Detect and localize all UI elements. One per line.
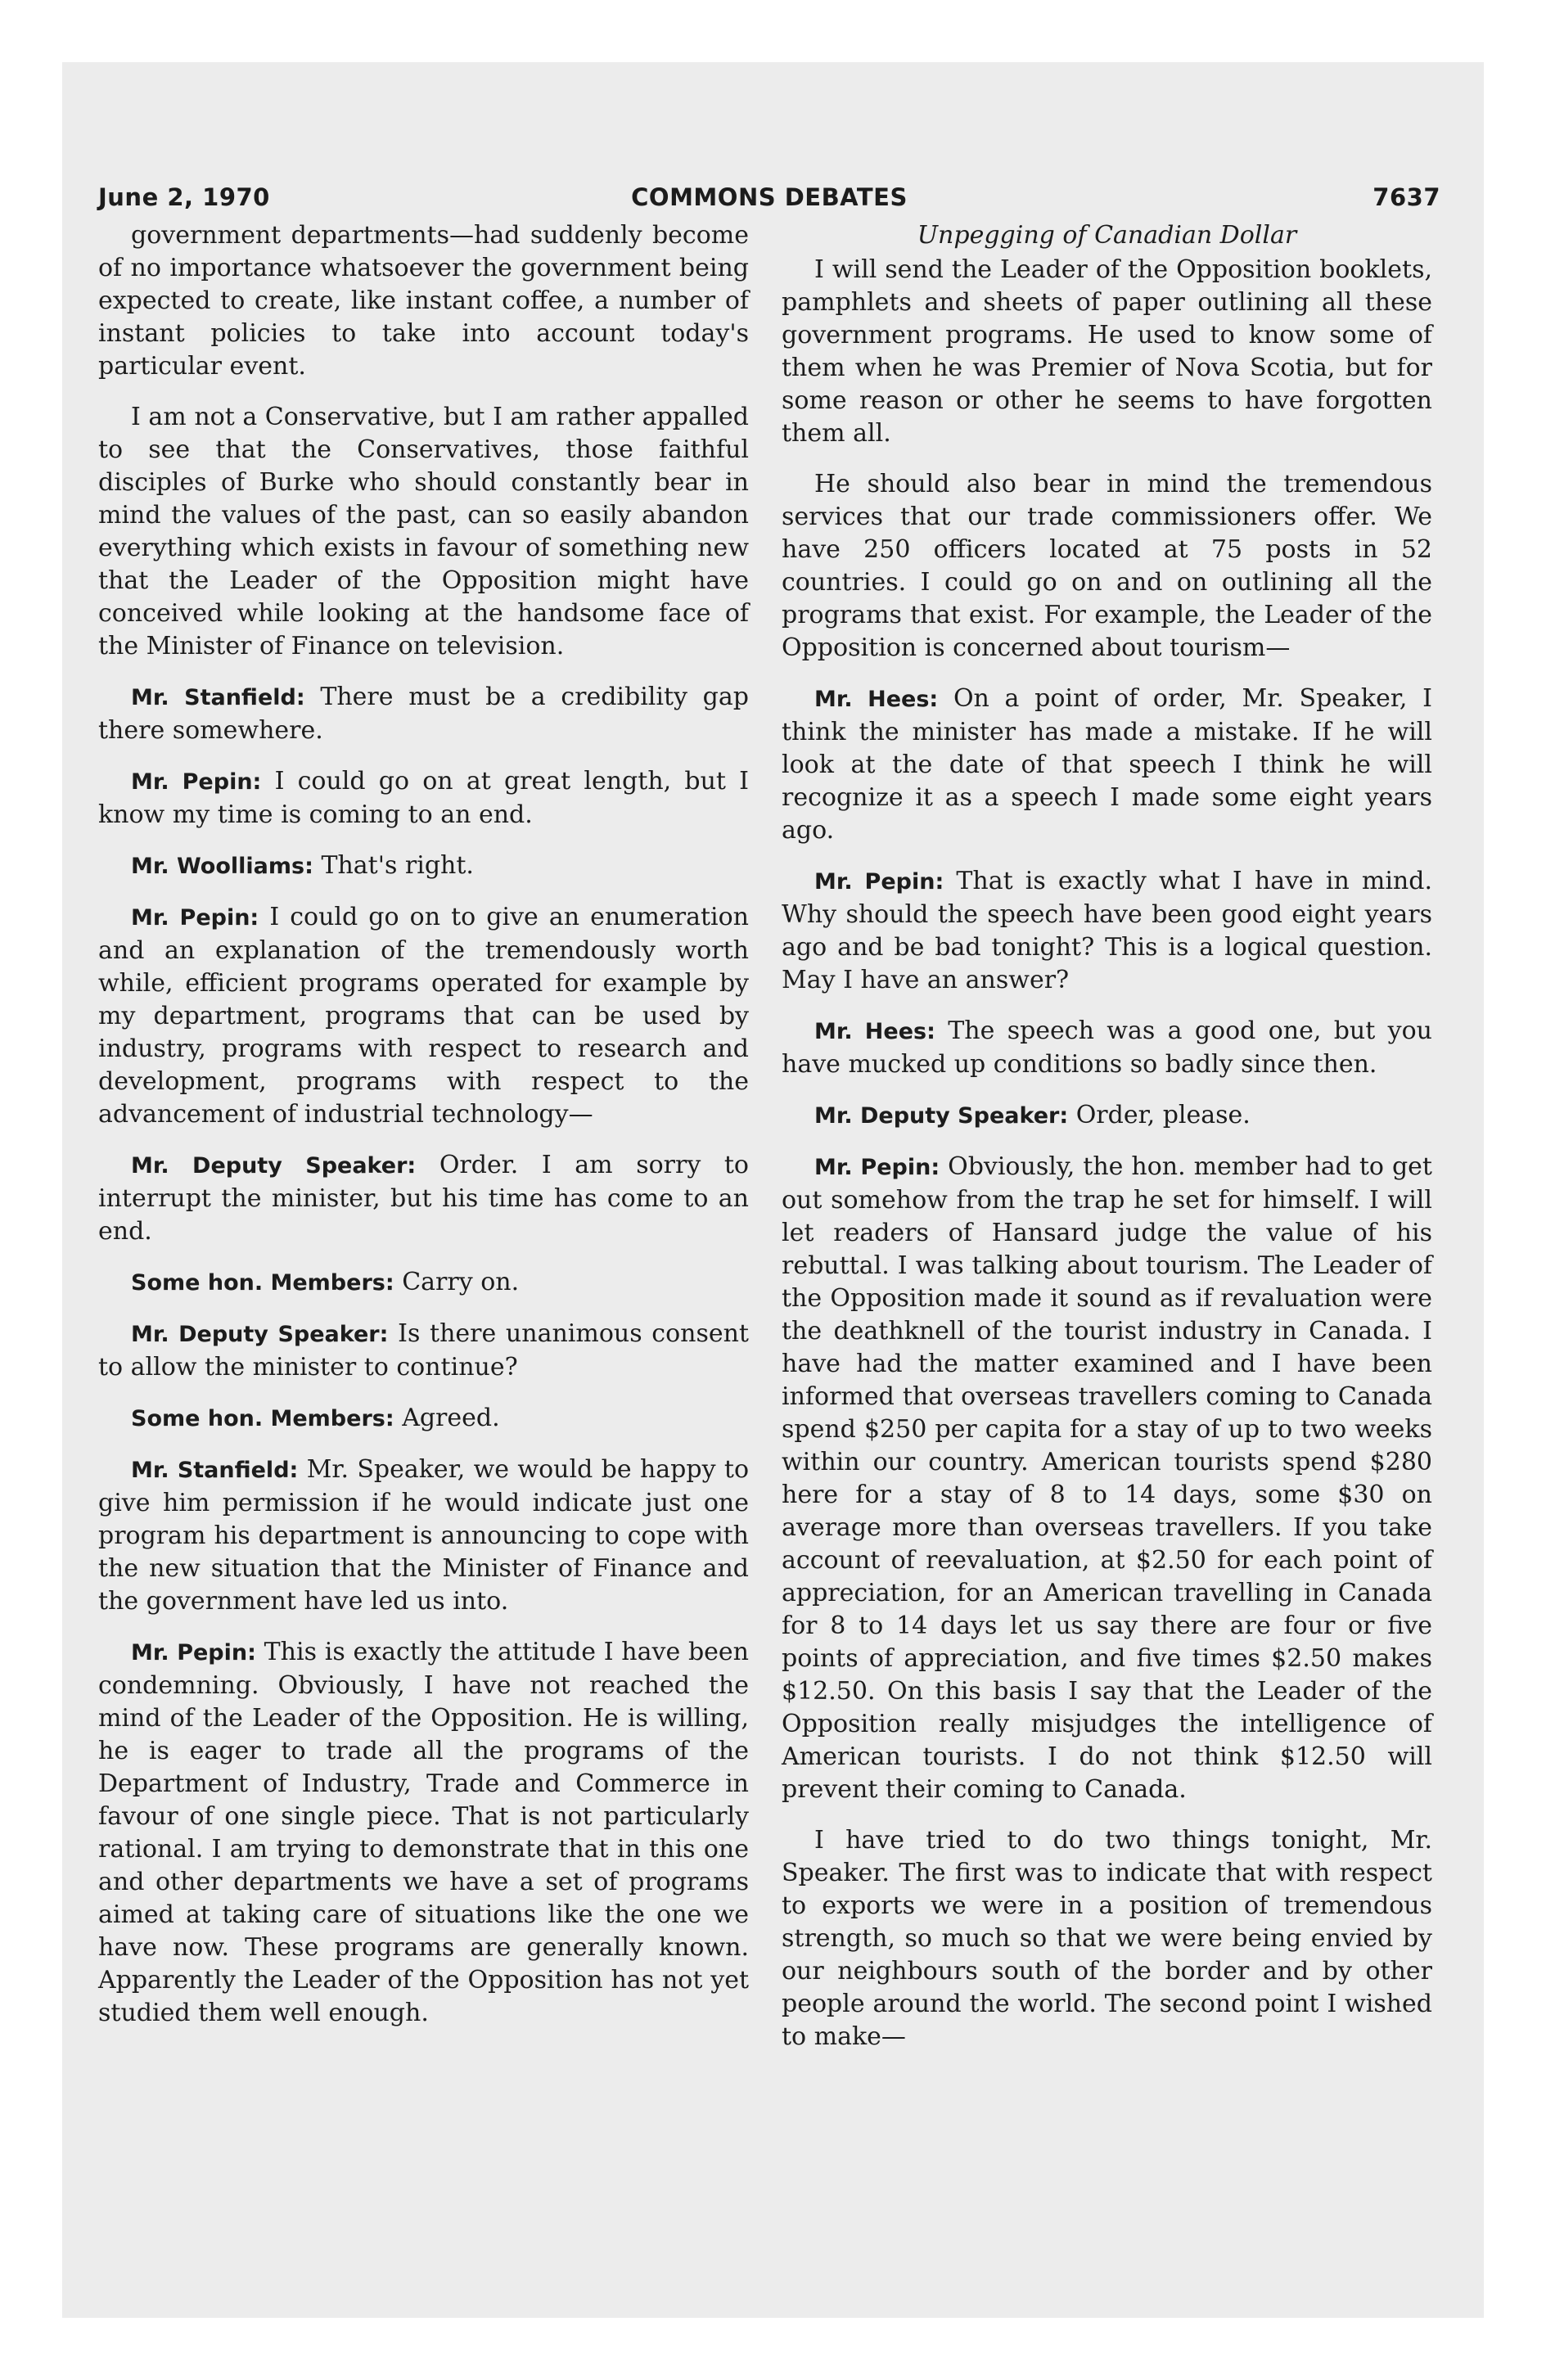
paragraph (782, 1099, 1432, 1133)
paragraph (98, 1402, 749, 1436)
paragraph (782, 468, 1432, 665)
paragraph-text: On a point of order, Mr. Speaker, I think the minister has made a mistake. If he will look at the date of that speech I think he will recognize it as a speech I made some eight years ago. (782, 684, 1432, 845)
paragraph (98, 401, 749, 663)
paragraph-text: Agreed. (402, 1404, 500, 1432)
speaker-name: Mr. Pepin: (131, 1640, 256, 1666)
header-title: COMMONS DEBATES (631, 183, 908, 211)
speaker-name: Mr. Deputy Speaker: (814, 1103, 1069, 1129)
speaker-name: Mr. Deputy Speaker: (131, 1322, 389, 1347)
paragraph (98, 1318, 749, 1384)
paragraph (782, 1824, 1432, 2053)
paragraph-text: government departments—had suddenly become of no importance whatsoever the government being expected to create, like instant coffee, a number of instant policies to take into account today's particular event. (98, 221, 749, 381)
speaker-name: Mr. Stanfield: (131, 1458, 299, 1483)
paragraph-text: I have tried to do two things tonight, Mr. Speaker. The first was to indicate that with respect to exports we were in a position of tremendous strength, so much so that we were being envied by our neighbours south of the border and by other people around the world. The second point I wished to make— (782, 1826, 1432, 2051)
paragraph (98, 901, 749, 1131)
paragraph-text: There must be a credibility gap there somewhere. (98, 683, 749, 745)
paragraph (782, 865, 1432, 997)
page (98, 183, 1440, 2051)
paragraph (98, 219, 749, 383)
right-column (782, 219, 1432, 2071)
paragraph (98, 765, 749, 832)
paragraph (98, 1266, 749, 1300)
header-date: June 2, 1970 (98, 183, 270, 211)
speaker-name: Mr. Woolliams: (131, 854, 313, 879)
paragraph-text: I could go on at great length, but I know my time is coming to an end. (98, 767, 749, 829)
paragraph-text: This is exactly the attitude I have been condemning. Obviously, I have not reached the mind of the Leader of the Opposition. He is willing, he is eager to trade all the programs of the Department of Industry, Trade and Commerce in favour of one single piece. That is not particularly rational. I am trying to demonstrate that in this one and other departments we have a set of programs aimed at taking care of situations like the one we have now. These programs are generally known. Apparently the Leader of the Opposition has not yet studied them well enough. (98, 1638, 749, 2027)
paragraph-text: The speech was a good one, but you have mucked up conditions so badly since then. (782, 1016, 1432, 1079)
speaker-name: Mr. Hees: (814, 687, 939, 712)
speaker-name: Mr. Pepin: (814, 1155, 940, 1180)
speaker-name: Mr. Stanfield: (131, 685, 305, 710)
paragraph-text: That is exactly what I have in mind. Why should the speech have been good eight years ago and be bad tonight? This is a logical question. May I have an answer? (782, 867, 1432, 994)
speaker-name: Mr. Pepin: (131, 905, 259, 931)
paragraph (98, 1454, 749, 1618)
paragraph-text: That's right. (321, 851, 474, 880)
paragraph (98, 1149, 749, 1248)
speaker-name: Some hon. Members: (131, 1270, 394, 1296)
speaker-name: Mr. Pepin: (131, 769, 262, 795)
paragraph-text: Obviously, the hon. member had to get out somehow from the trap he set for himself. I will let readers of Hansard judge the value of his rebuttal. I was talking about tourism. The Leader of the Opposition made it sound as if revaluation were the deathknell of the tourist industry in Canada. I have had the matter examined and I have been informed that overseas travellers coming to Canada spend $250 per capita for a stay of up to two weeks within our country. American tourists spend $280 here for a stay of 8 to 14 days, some $30 on average more than overseas travellers. If you take account of reevaluation, at $2.50 for each point of appreciation, for an American travelling in Canada for 8 to 14 days let us say there are four or five points of appreciation, and five times $2.50 makes $12.50. On this basis I say that the Leader of the Opposition really misjudges the intelligence of American tourists. I do not think $12.50 will prevent their coming to Canada. (782, 1152, 1432, 1804)
speaker-name: Mr. Deputy Speaker: (131, 1153, 417, 1179)
paragraph-text: I could go on to give an enumeration and an explanation of the tremendously worth while, efficient programs operated for example by my department, programs that can be used by industry, programs with respect to research and development, programs with respect to the advancement of industrial technology— (98, 903, 749, 1129)
paragraph-text: I am not a Conservative, but I am rather appalled to see that the Conservatives, those faithful disciples of Burke who should constantly bear in mind the values of the past, can so easily abandon everything which exists in favour of something new that the Leader of the Opposition might have conceived while looking at the handsome face of the Minister of Finance on television. (98, 403, 749, 660)
paragraph (782, 1151, 1432, 1806)
paragraph-text: I will send the Leader of the Opposition booklets, pamphlets and sheets of paper outlining all these government programs. He used to know some of them when he was Premier of Nova Scotia, but for some reason or other he seems to have forgotten them all. (782, 255, 1432, 448)
paragraph-text: Order. I am sorry to interrupt the minister, but his time has come to an end. (98, 1151, 749, 1246)
paragraph (98, 1636, 749, 2030)
paragraph (782, 683, 1432, 847)
left-column (98, 219, 749, 2048)
speaker-name: Mr. Pepin: (814, 869, 944, 895)
header-page-number: 7637 (1372, 183, 1440, 211)
paragraph-text: Is there unanimous consent to allow the minister to continue? (98, 1319, 749, 1382)
paragraph (98, 681, 749, 747)
paragraph-text: Mr. Speaker, we would be happy to give him permission if he would indicate just one program his department is announcing to cope with the new situation that the Minister of Finance and the government have led us into. (98, 1455, 750, 1616)
paragraph-text: Carry on. (402, 1268, 520, 1296)
paragraph-text: Order, please. (1075, 1101, 1251, 1129)
running-head: Unpegging of Canadian Dollar (917, 221, 1297, 250)
speaker-name: Some hon. Members: (131, 1406, 394, 1431)
page-header (98, 183, 1440, 219)
paragraph (782, 1015, 1432, 1081)
speaker-name: Mr. Hees: (814, 1019, 935, 1044)
paragraph (782, 254, 1432, 450)
paragraph-text: He should also bear in mind the tremendous services that our trade commissioners offer. We have 250 officers located at 75 posts in 52 countries. I could go on and on outlining all the programs that exist. For example, the Leader of the Opposition is concerned about tourism— (782, 470, 1432, 662)
paragraph (98, 850, 749, 883)
